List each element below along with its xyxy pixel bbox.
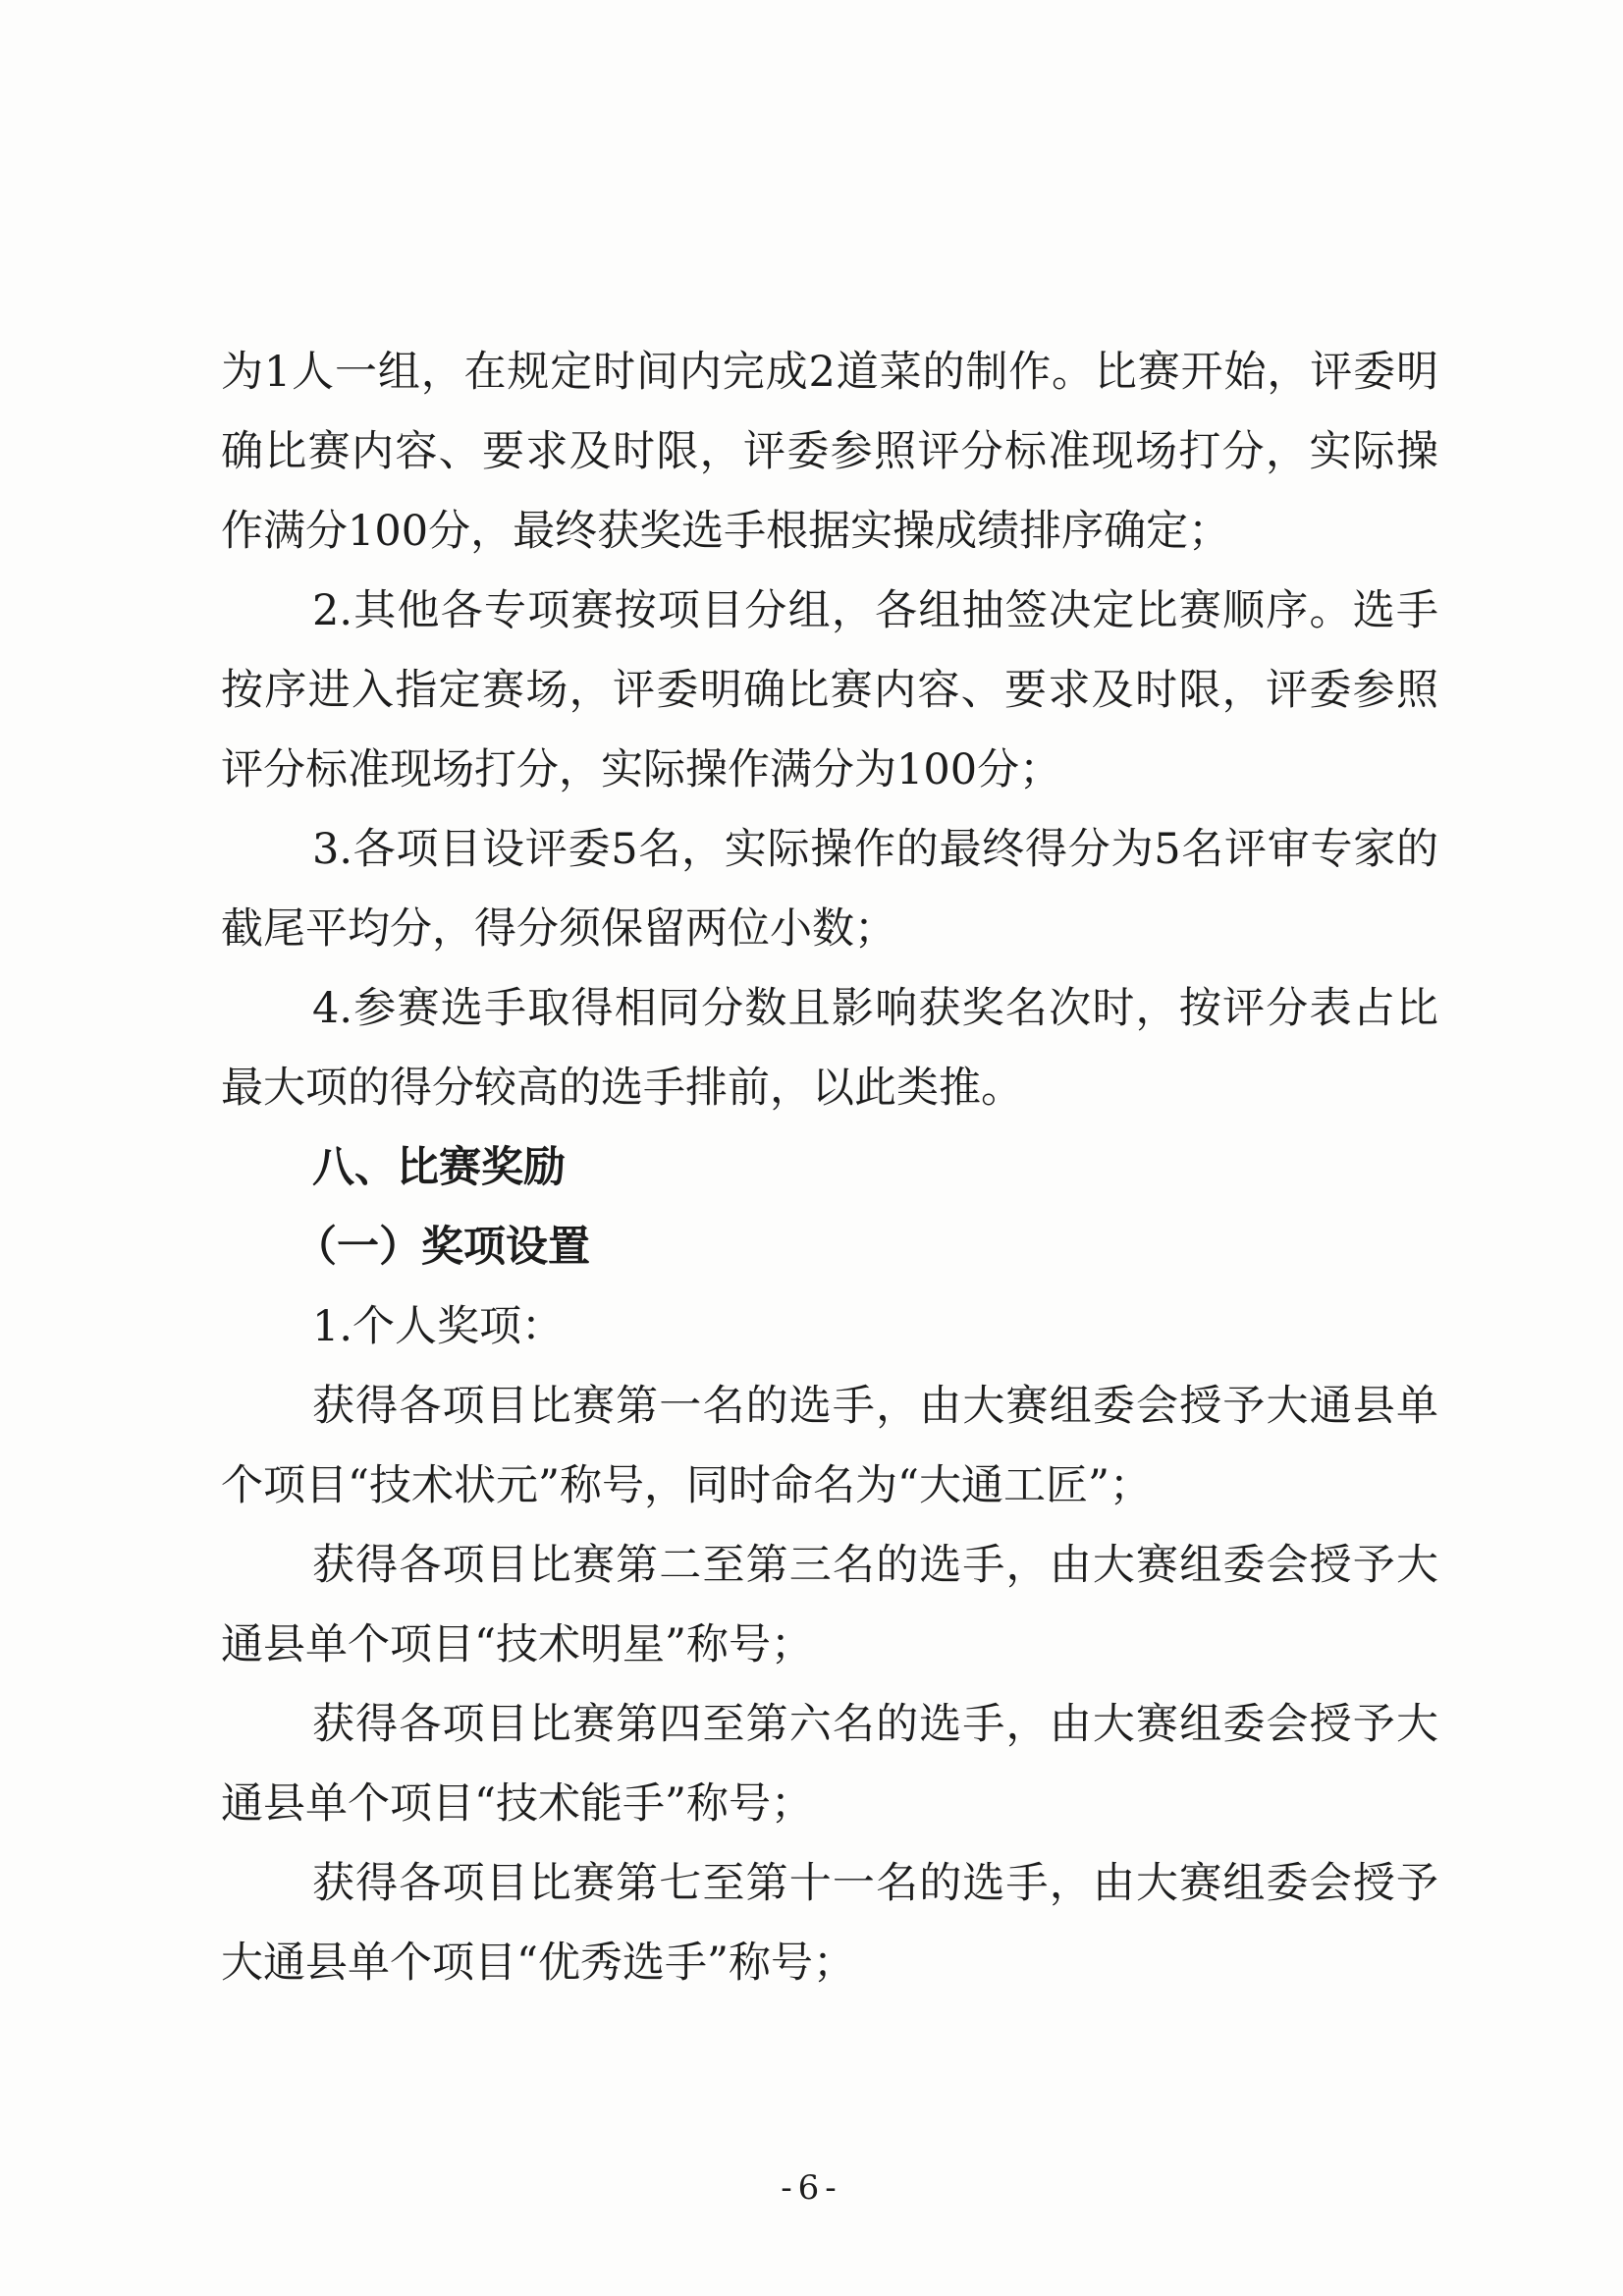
text-line: 按序进入指定赛场，评委明确比赛内容、要求及时限，评委参照 <box>221 666 1438 715</box>
section-heading: 八、比赛奖励 <box>312 1143 566 1192</box>
text-line: 为1人一组，在规定时间内完成2道菜的制作。比赛开始，评委明 <box>221 348 1438 397</box>
text-line: 获得各项目比赛第四至第六名的选手，由大赛组委会授予大 <box>312 1700 1438 1749</box>
text-line: 通县单个项目“技术明星”称号； <box>221 1620 813 1669</box>
text-line: 1.个人奖项： <box>312 1302 565 1351</box>
text-line: 确比赛内容、要求及时限，评委参照评分标准现场打分，实际操 <box>221 427 1438 476</box>
page-number: -6- <box>781 2168 842 2208</box>
text-line: 获得各项目比赛第一名的选手，由大赛组委会授予大通县单 <box>312 1382 1438 1431</box>
text-line: 获得各项目比赛第二至第三名的选手，由大赛组委会授予大 <box>312 1541 1438 1590</box>
text-line: 4.参赛选手取得相同分数且影响获奖名次时，按评分表占比 <box>312 984 1438 1033</box>
text-line: 大通县单个项目“优秀选手”称号； <box>221 1939 855 1988</box>
text-line: 3.各项目设评委5名，实际操作的最终得分为5名评审专家的 <box>312 825 1438 874</box>
text-line: 通县单个项目“技术能手”称号； <box>221 1779 813 1829</box>
subsection-heading: （一）奖项设置 <box>295 1223 590 1272</box>
text-line: 评分标准现场打分，实际操作满分为100分； <box>221 745 1062 794</box>
text-line: 个项目“技术状元”称号，同时命名为“大通工匠”； <box>221 1461 1152 1510</box>
text-line: 截尾平均分，得分须保留两位小数； <box>221 904 896 954</box>
text-line: 2.其他各专项赛按项目分组，各组抽签决定比赛顺序。选手 <box>312 586 1438 635</box>
text-line: 最大项的得分较高的选手排前，以此类推。 <box>221 1064 1023 1113</box>
text-line: 作满分100分，最终获奖选手根据实操成绩排序确定； <box>221 507 1231 556</box>
text-line: 获得各项目比赛第七至第十一名的选手，由大赛组委会授予 <box>312 1859 1438 1908</box>
